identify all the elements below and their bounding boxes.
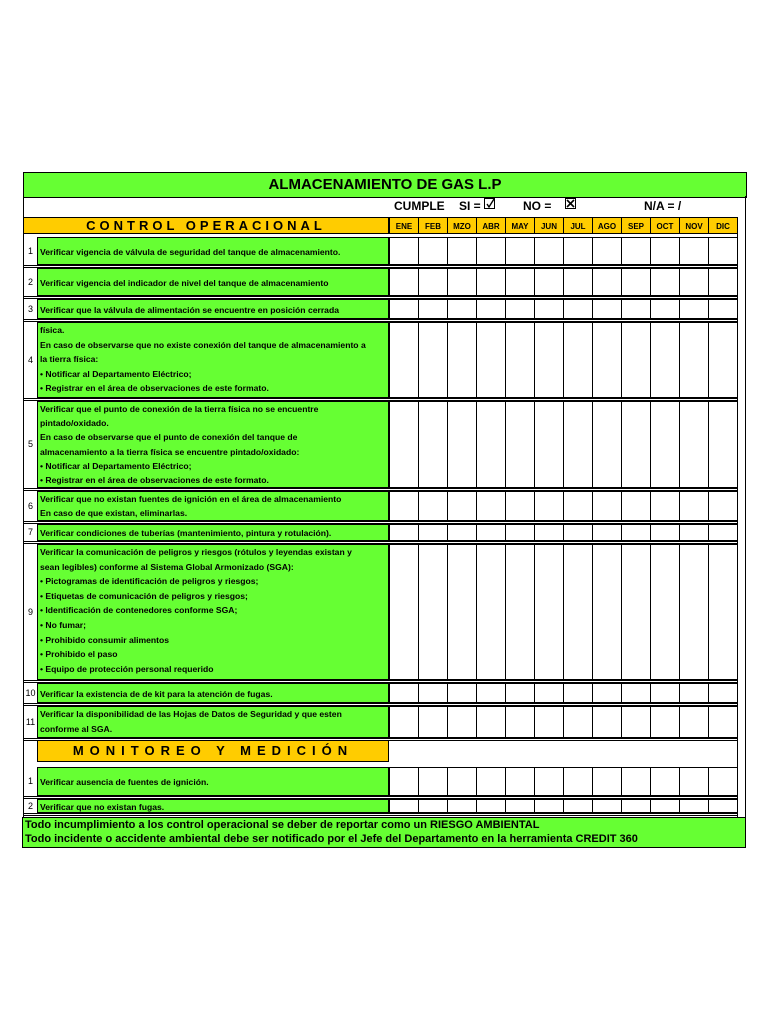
control-row-number: 5 — [23, 401, 37, 488]
check-cell-dic[interactable] — [708, 237, 738, 265]
check-cell-oct[interactable] — [650, 706, 680, 738]
control-row-number: 10 — [23, 683, 37, 703]
check-cell-may[interactable] — [505, 524, 535, 541]
check-cell-mzo[interactable] — [447, 268, 477, 296]
row-separator — [23, 813, 738, 816]
check-cell-ago[interactable] — [592, 268, 622, 296]
check-cell-jul[interactable] — [563, 799, 593, 813]
control-row-description — [37, 322, 389, 398]
check-cell-abr[interactable] — [476, 524, 506, 541]
check-cell-abr[interactable] — [476, 544, 506, 680]
check-cell-mzo[interactable] — [447, 799, 477, 813]
control-row-number: 11 — [23, 706, 37, 738]
check-cell-ago[interactable] — [592, 799, 622, 813]
check-cell-feb[interactable] — [418, 322, 448, 398]
description-line: • Identificación de contenedores conforme SGA; — [40, 605, 238, 616]
check-cell-feb[interactable] — [418, 237, 448, 265]
check-cell-feb[interactable] — [418, 683, 448, 703]
check-cell-feb[interactable] — [418, 491, 448, 521]
check-cell-oct[interactable] — [650, 491, 680, 521]
check-cell-ago[interactable] — [592, 683, 622, 703]
footer-note: Todo incidente o accidente ambiental debe ser notificado por el Jefe del Departamento en la herramienta CREDIT 360 — [25, 833, 638, 845]
check-cell-jun[interactable] — [534, 401, 564, 488]
monitoreo-row-number: 1 — [23, 767, 37, 796]
check-cell-sep[interactable] — [621, 799, 651, 813]
description-line: • Etiquetas de comunicación de peligros y riesgos; — [40, 590, 248, 601]
check-cell-jun[interactable] — [534, 683, 564, 703]
check-cell-jun[interactable] — [534, 322, 564, 398]
check-cell-ago[interactable] — [592, 237, 622, 265]
check-cell-feb[interactable] — [418, 524, 448, 541]
check-cell-may[interactable] — [505, 299, 535, 319]
check-cell-jul[interactable] — [563, 706, 593, 738]
check-cell-oct[interactable] — [650, 299, 680, 319]
check-cell-dic[interactable] — [708, 322, 738, 398]
description-line: • Registrar en el área de observaciones de este formato. — [40, 474, 269, 485]
check-cell-ene[interactable] — [389, 799, 419, 813]
x-box-icon — [565, 198, 576, 209]
description-line: Verificar ausencia de fuentes de ignición. — [40, 777, 209, 787]
check-box-icon — [484, 198, 495, 209]
check-cell-nov[interactable] — [679, 322, 709, 398]
check-cell-ago[interactable] — [592, 544, 622, 680]
check-cell-nov[interactable] — [679, 544, 709, 680]
check-cell-mzo[interactable] — [447, 491, 477, 521]
month-header-abr: ABR — [476, 217, 506, 234]
check-cell-dic[interactable] — [708, 767, 738, 796]
check-cell-jul[interactable] — [563, 491, 593, 521]
description-line: sean legibles) conforme al Sistema Global Armonizado (SGA): — [40, 561, 294, 572]
check-cell-abr[interactable] — [476, 799, 506, 813]
check-cell-jul[interactable] — [563, 524, 593, 541]
description-line: • Notificar al Departamento Eléctrico; — [40, 368, 192, 379]
month-header-oct: OCT — [650, 217, 680, 234]
check-cell-jul[interactable] — [563, 237, 593, 265]
description-line: Verificar que el punto de conexión de la tierra física no se encuentre — [40, 404, 319, 414]
check-cell-ene[interactable] — [389, 524, 419, 541]
check-cell-sep[interactable] — [621, 237, 651, 265]
description-line: • No fumar; — [40, 619, 86, 630]
check-cell-ene[interactable] — [389, 544, 419, 680]
check-cell-ene[interactable] — [389, 237, 419, 265]
check-cell-jul[interactable] — [563, 401, 593, 488]
section-monitoreo-medicion: MONITOREO Y MEDICIÓN — [37, 740, 389, 762]
check-cell-jun[interactable] — [534, 491, 564, 521]
description-line: • Prohibido consumir alimentos — [40, 634, 170, 645]
check-cell-ene[interactable] — [389, 322, 419, 398]
check-cell-ene[interactable] — [389, 706, 419, 738]
check-cell-nov[interactable] — [679, 299, 709, 319]
check-cell-sep[interactable] — [621, 299, 651, 319]
check-cell-jun[interactable] — [534, 299, 564, 319]
check-cell-ago[interactable] — [592, 401, 622, 488]
check-cell-ene[interactable] — [389, 683, 419, 703]
check-cell-abr[interactable] — [476, 491, 506, 521]
control-row-number: 6 — [23, 491, 37, 521]
month-header-dic: DIC — [708, 217, 738, 234]
check-cell-dic[interactable] — [708, 799, 738, 813]
check-cell-dic[interactable] — [708, 706, 738, 738]
check-cell-sep[interactable] — [621, 544, 651, 680]
check-cell-abr[interactable] — [476, 401, 506, 488]
control-row-description — [37, 544, 389, 680]
check-cell-ago[interactable] — [592, 491, 622, 521]
legend-no: NO = — [523, 198, 551, 215]
check-cell-ene[interactable] — [389, 299, 419, 319]
description-line: Verificar condiciones de tuberías (mantenimiento, pintura y rotulación). — [40, 528, 332, 538]
description-line: Verificar la comunicación de peligros y riesgos (rótulos y leyendas existan y — [40, 547, 352, 557]
check-cell-abr[interactable] — [476, 322, 506, 398]
check-cell-ago[interactable] — [592, 322, 622, 398]
check-cell-may[interactable] — [505, 491, 535, 521]
description-line: Verificar que no existan fugas. — [40, 802, 165, 812]
check-cell-abr[interactable] — [476, 683, 506, 703]
check-cell-may[interactable] — [505, 401, 535, 488]
check-cell-may[interactable] — [505, 544, 535, 680]
description-line: • Prohibido el paso — [40, 649, 118, 660]
check-cell-may[interactable] — [505, 767, 535, 796]
check-cell-oct[interactable] — [650, 401, 680, 488]
check-cell-dic[interactable] — [708, 491, 738, 521]
check-cell-dic[interactable] — [708, 544, 738, 680]
check-cell-nov[interactable] — [679, 268, 709, 296]
month-header-ene: ENE — [389, 217, 419, 234]
check-cell-jul[interactable] — [563, 767, 593, 796]
description-line: • Equipo de protección personal requerido — [40, 663, 214, 674]
check-cell-jul[interactable] — [563, 299, 593, 319]
check-cell-ene[interactable] — [389, 268, 419, 296]
check-cell-jun[interactable] — [534, 524, 564, 541]
check-cell-sep[interactable] — [621, 683, 651, 703]
description-line: • Registrar en el área de observaciones de este formato. — [40, 383, 269, 394]
check-cell-sep[interactable] — [621, 401, 651, 488]
check-cell-dic[interactable] — [708, 401, 738, 488]
description-line: Verificar vigencia del indicador de nivel del tanque de almacenamiento — [40, 277, 329, 288]
description-line: la tierra física: — [40, 354, 99, 365]
check-cell-nov[interactable] — [679, 237, 709, 265]
check-cell-feb[interactable] — [418, 299, 448, 319]
description-line: Verificar la disponibilidad de las Hojas de Datos de Seguridad y que esten — [40, 709, 342, 719]
check-cell-oct[interactable] — [650, 544, 680, 680]
check-cell-nov[interactable] — [679, 767, 709, 796]
legend-row — [23, 198, 745, 215]
check-cell-jun[interactable] — [534, 237, 564, 265]
monitoreo-row-number: 2 — [23, 799, 37, 813]
check-cell-dic[interactable] — [708, 299, 738, 319]
check-cell-feb[interactable] — [418, 401, 448, 488]
check-cell-ago[interactable] — [592, 706, 622, 738]
control-row-description — [37, 299, 389, 319]
check-cell-mzo[interactable] — [447, 322, 477, 398]
frame-inner-right-border — [737, 217, 738, 817]
check-cell-oct[interactable] — [650, 322, 680, 398]
month-header-mzo: MZO — [447, 217, 477, 234]
month-header-jul: JUL — [563, 217, 593, 234]
monitoreo-row-description — [37, 767, 389, 796]
month-header-ago: AGO — [592, 217, 622, 234]
month-header-sep: SEP — [621, 217, 651, 234]
month-header-may: MAY — [505, 217, 535, 234]
check-cell-nov[interactable] — [679, 799, 709, 813]
check-cell-oct[interactable] — [650, 799, 680, 813]
check-cell-sep[interactable] — [621, 767, 651, 796]
control-row-number: 7 — [23, 524, 37, 541]
check-cell-jun[interactable] — [534, 544, 564, 680]
check-cell-abr[interactable] — [476, 237, 506, 265]
check-cell-may[interactable] — [505, 799, 535, 813]
check-cell-abr[interactable] — [476, 299, 506, 319]
check-cell-feb[interactable] — [418, 544, 448, 680]
check-cell-jul[interactable] — [563, 683, 593, 703]
check-cell-sep[interactable] — [621, 491, 651, 521]
check-cell-may[interactable] — [505, 237, 535, 265]
monitoreo-row-description — [37, 799, 389, 813]
check-cell-oct[interactable] — [650, 268, 680, 296]
description-line: Verificar que no existan fuentes de ignición en el área de almacenamiento — [40, 494, 342, 504]
check-cell-mzo[interactable] — [447, 683, 477, 703]
check-cell-mzo[interactable] — [447, 401, 477, 488]
control-row-description — [37, 524, 389, 541]
control-row-description — [37, 706, 389, 738]
check-cell-jun[interactable] — [534, 268, 564, 296]
check-cell-oct[interactable] — [650, 683, 680, 703]
check-cell-may[interactable] — [505, 322, 535, 398]
check-cell-may[interactable] — [505, 683, 535, 703]
check-cell-feb[interactable] — [418, 706, 448, 738]
check-cell-sep[interactable] — [621, 322, 651, 398]
check-cell-ene[interactable] — [389, 401, 419, 488]
control-row-description — [37, 237, 389, 265]
check-cell-mzo[interactable] — [447, 237, 477, 265]
check-cell-ago[interactable] — [592, 767, 622, 796]
frame-left-border — [23, 196, 24, 818]
check-cell-mzo[interactable] — [447, 544, 477, 680]
control-row-number: 3 — [23, 299, 37, 319]
description-line: • Notificar al Departamento Eléctrico; — [40, 460, 192, 471]
check-cell-nov[interactable] — [679, 706, 709, 738]
month-header-feb: FEB — [418, 217, 448, 234]
control-row-number: 4 — [23, 322, 37, 398]
month-header-nov: NOV — [679, 217, 709, 234]
legend-si: SI = — [459, 198, 481, 215]
sheet-title: ALMACENAMIENTO DE GAS L.P — [23, 172, 747, 198]
check-cell-jul[interactable] — [563, 322, 593, 398]
check-cell-oct[interactable] — [650, 767, 680, 796]
frame-right-border — [745, 196, 746, 818]
description-line: En caso de que existan, eliminarlas. — [40, 508, 188, 518]
check-cell-mzo[interactable] — [447, 524, 477, 541]
check-cell-ene[interactable] — [389, 767, 419, 796]
check-cell-jul[interactable] — [563, 268, 593, 296]
check-cell-ago[interactable] — [592, 299, 622, 319]
check-cell-oct[interactable] — [650, 237, 680, 265]
check-cell-sep[interactable] — [621, 268, 651, 296]
check-cell-oct[interactable] — [650, 524, 680, 541]
check-cell-mzo[interactable] — [447, 767, 477, 796]
footer-notes — [22, 817, 746, 848]
check-cell-nov[interactable] — [679, 683, 709, 703]
check-cell-nov[interactable] — [679, 401, 709, 488]
control-row-description — [37, 401, 389, 488]
description-line: almacenamiento a la tierra física se encuentre pintado/oxidado: — [40, 446, 300, 457]
legend-na: N/A = / — [644, 199, 682, 213]
description-line: En caso de observarse que no existe conexión del tanque de almacenamiento a — [40, 339, 366, 350]
check-cell-dic[interactable] — [708, 524, 738, 541]
check-cell-sep[interactable] — [621, 706, 651, 738]
check-cell-dic[interactable] — [708, 683, 738, 703]
check-cell-nov[interactable] — [679, 491, 709, 521]
footer-note: Todo incumplimiento a los control operacional se deber de reportar como un RIESGO AMBIENTAL — [25, 819, 540, 831]
description-line: En caso de observarse que el punto de conexión del tanque de — [40, 432, 298, 443]
control-row-number: 1 — [23, 237, 37, 265]
description-line: • Pictogramas de identificación de peligros y riesgos; — [40, 576, 259, 587]
check-cell-may[interactable] — [505, 706, 535, 738]
check-cell-ago[interactable] — [592, 524, 622, 541]
check-cell-abr[interactable] — [476, 268, 506, 296]
control-row-number: 2 — [23, 268, 37, 296]
description-line: conforme al SGA. — [40, 723, 113, 734]
check-cell-feb[interactable] — [418, 767, 448, 796]
control-row-description — [37, 491, 389, 521]
legend-cumple: CUMPLE — [394, 199, 445, 213]
description-line: física. — [40, 325, 65, 335]
section-control-operacional: CONTROL OPERACIONAL — [23, 217, 389, 234]
check-cell-may[interactable] — [505, 268, 535, 296]
check-cell-mzo[interactable] — [447, 706, 477, 738]
check-cell-abr[interactable] — [476, 706, 506, 738]
check-cell-jun[interactable] — [534, 706, 564, 738]
control-row-description — [37, 683, 389, 703]
check-cell-sep[interactable] — [621, 524, 651, 541]
check-cell-jun[interactable] — [534, 799, 564, 813]
check-cell-feb[interactable] — [418, 799, 448, 813]
control-row-description — [37, 268, 389, 296]
check-cell-mzo[interactable] — [447, 299, 477, 319]
description-line: Verificar vigencia de válvula de seguridad del tanque de almacenamiento. — [40, 246, 341, 257]
check-cell-jun[interactable] — [534, 767, 564, 796]
check-cell-feb[interactable] — [418, 268, 448, 296]
check-cell-abr[interactable] — [476, 767, 506, 796]
description-line: Verificar que la válvula de alimentación se encuentre en posición cerrada — [40, 304, 339, 315]
check-cell-ene[interactable] — [389, 491, 419, 521]
check-cell-nov[interactable] — [679, 524, 709, 541]
month-header-jun: JUN — [534, 217, 564, 234]
description-line: pintado/oxidado. — [40, 418, 109, 429]
description-line: Verificar la existencia de de kit para la atención de fugas. — [40, 688, 273, 699]
check-cell-dic[interactable] — [708, 268, 738, 296]
control-row-number: 9 — [23, 544, 37, 680]
check-cell-jul[interactable] — [563, 544, 593, 680]
